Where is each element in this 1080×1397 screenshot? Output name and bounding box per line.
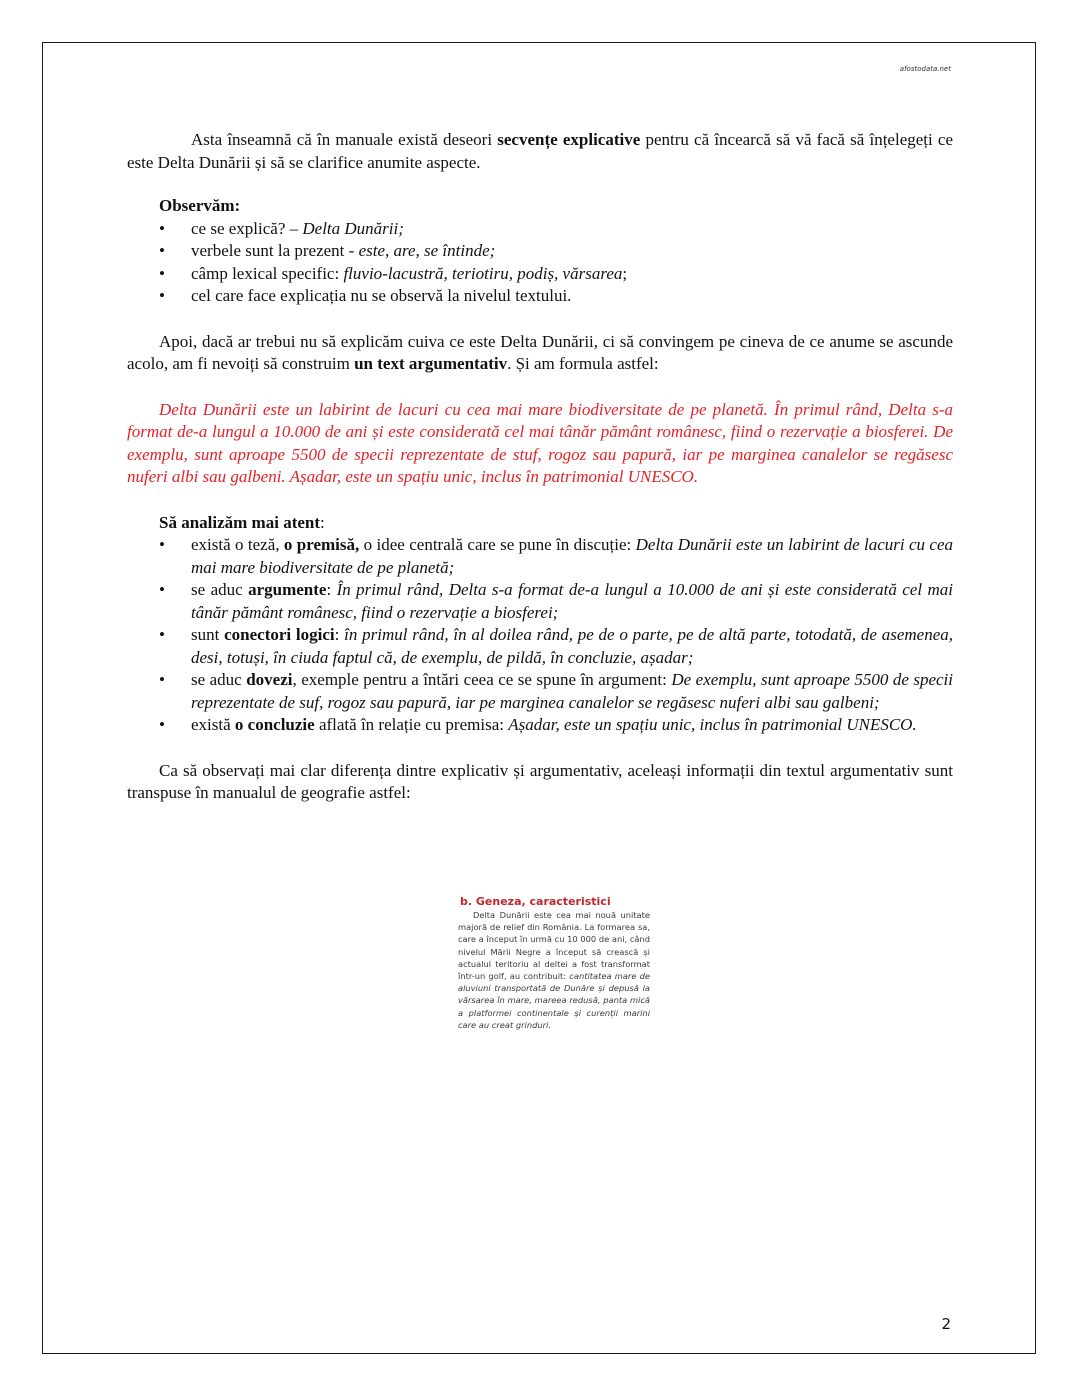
list-item: • ce se explică? – Delta Dunării; — [159, 218, 953, 241]
observam-list — [127, 218, 953, 308]
textbook-excerpt-image — [458, 895, 650, 1031]
observam-heading: Observăm: — [159, 196, 241, 215]
apoi-paragraph: Apoi, dacă ar trebui nu să explicăm cuiva ce este Delta Dunării, ci să convingem pe cineva de ce anume se ascunde acolo, am fi nevoiți să construim un text argumentativ. Și am formula astfel: — [127, 331, 953, 373]
list-item: • se aduc argumente: În primul rând, Delta s-a format de-a lungul a 10.000 de ani și este considerată cel mai tânăr pământ românesc, fiind o rezervație a biosferei; — [159, 579, 953, 624]
intro-text-end: pentru că încearcă să vă facă să înțelegeți ce este Delta Dunării și să se clarifice anumite aspecte. — [127, 130, 954, 172]
page-content — [127, 129, 953, 805]
list-item: • există o concluzie aflată în relație cu premisa: Așadar, este un spațiu unic, inclus în patrimonial UNESCO. — [159, 714, 953, 737]
textbook-body: Delta Dunării este cea mai nouă unitate majoră de relief din România. La formarea sa, care a început în urmă cu 10 000 de ani, când nivelul Mării Negre a început să crească și actualul teritoriu al deltei a fost transformat într-un golf, au contribuit: cantitatea mare de aluviuni transportată de Dunăre și depusă la vărsarea în mare, mareea redusă, panta mică a platformei continentale și curenții marini care au creat grinduri. — [458, 910, 650, 1030]
textbook-title: b. Geneza, caracteristici — [460, 895, 611, 908]
closing-paragraph: Ca să observați mai clar diferența dintre explicativ și argumentativ, aceleași informații din textul argumentativ sunt transpuse în manualul de geografie astfel: — [127, 760, 953, 802]
analiza-list — [127, 534, 953, 737]
watermark: afostodata.net — [899, 65, 951, 73]
list-item: • sunt conectori logici: în primul rând, în al doilea rând, pe de o parte, pe de altă parte, totodată, de asemenea, desi, totuși, în ciuda faptul că, de exemplu, de pildă, în concluzie, așadar; — [159, 624, 953, 669]
list-item: • se aduc dovezi, exemple pentru a întări ceea ce se spune în argument: De exemplu, sunt aproape 5500 de specii reprezentate de suf, rogoz sau papură, iar pe marginea canalelor se regăsesc nuferi albi sau galbeni; — [159, 669, 953, 714]
list-item: • există o teză, o premisă, o idee centrală care se pune în discuție: Delta Dunării este un labirint de lacuri cu cea mai mare biodiversitate de pe planetă; — [159, 534, 953, 579]
argumentative-example: Delta Dunării este un labirint de lacuri cu cea mai mare biodiversitate de pe planetă. În primul rând, Delta s-a format de-a lungul a 10.000 de ani și este considerată cel mai tânăr pământ românesc, fiind o rezervație a biosferei. De exemplu, sunt aproape 5500 de specii reprezentate de stuf, rogoz sau papură, iar pe marginea canalelor se regăsesc nuferi albi sau galbeni. Așadar, este un spațiu unic, inclus în patrimonial UNESCO. — [127, 399, 953, 486]
list-item: • câmp lexical specific: fluvio-lacustră, teriotiru, podiș, vărsarea; — [159, 263, 953, 286]
list-item: • cel care face explicația nu se observă la nivelul textului. — [159, 285, 953, 308]
list-item: • verbele sunt la prezent - este, are, se întinde; — [159, 240, 953, 263]
document-page — [42, 42, 1036, 1354]
intro-text: Asta înseamnă că în manuale există deseori — [191, 130, 498, 149]
intro-paragraph — [127, 129, 953, 174]
page-number: 2 — [941, 1315, 951, 1333]
analiza-heading: Să analizăm mai atent: — [159, 512, 325, 532]
intro-bold: secvențe explicative — [497, 130, 641, 149]
